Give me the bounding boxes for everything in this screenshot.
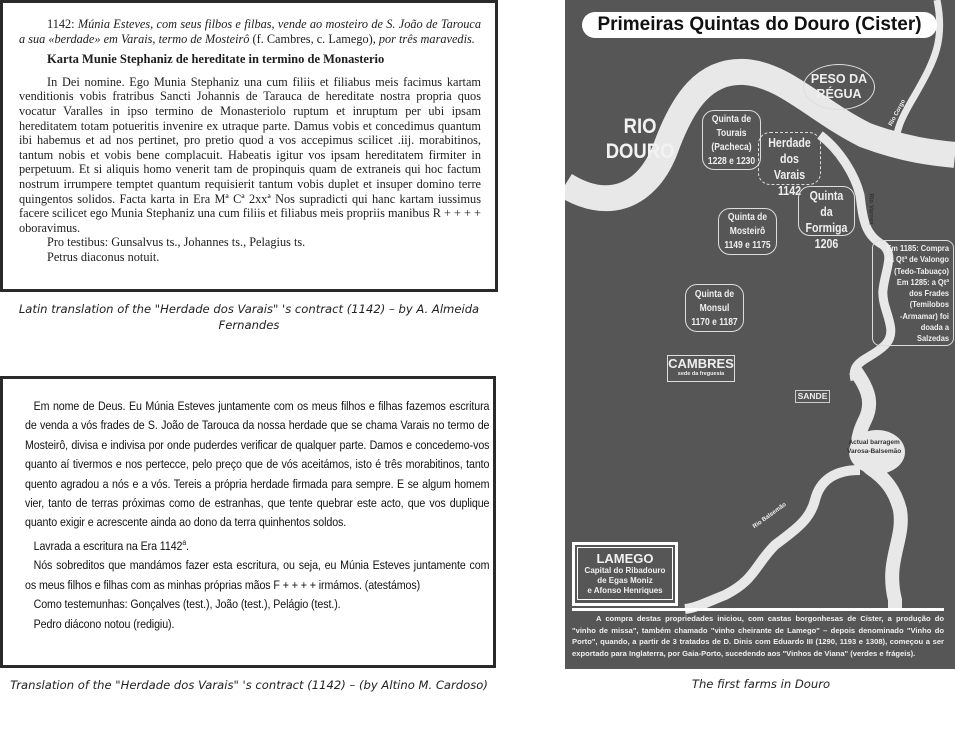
latin-heading-summary: Múnia Esteves, com seus filbos e filbas, vende ao mosteiro de S. João de Tarouca a sua «berdade» em Varais, termo de Mosteirô — [19, 17, 481, 46]
peso-line-2: RÉGUA — [816, 87, 862, 101]
rio-douro-line-1: RIO — [623, 115, 657, 138]
pt-paragraph-2 — [25, 533, 489, 557]
barragem-line-1: Actual barragem — [848, 439, 900, 446]
sande-label: SANDE — [795, 390, 830, 403]
pt-era-sup: a — [182, 537, 187, 547]
note-line-1: Em 1185: Compra — [886, 243, 949, 253]
rio-balsemao-label: Rio Balsemão — [752, 501, 788, 531]
monsul-line-2: Monsul — [699, 303, 730, 314]
latin-scribe: Petrus diaconus notuit. — [47, 249, 160, 264]
note-line-5: dos Frades — [909, 288, 949, 299]
latin-heading-number: 1142: — [47, 17, 75, 31]
latin-title: Karta Munie Stephaniz de hereditate in termino de Monasterio — [47, 52, 385, 67]
pt-paragraph-4: Como testemunhas: Gonçalves (test.), João (test.), Pelágio (test.). — [33, 597, 341, 612]
tourais-line-3: (Pacheca) — [711, 142, 752, 153]
lamego-name: LAMEGO — [596, 551, 654, 566]
map-footer-note — [572, 613, 944, 659]
latin-heading — [19, 17, 481, 46]
note-1185-valongo — [872, 240, 954, 346]
quinta-da-formiga — [798, 186, 855, 251]
map-caption: The first farms in Douro — [691, 677, 831, 691]
lamego-line-1: Capital do Ribadouro — [584, 566, 666, 575]
cambres-sub: sede da freguesia — [677, 371, 725, 377]
rio-corgo-label: Rio Corgo — [888, 98, 907, 128]
portuguese-caption: Translation of the "Herdade dos Varais" 's contract (1142) – (by Altino M. Cardoso) — [10, 678, 488, 692]
rio-douro-label — [606, 114, 675, 164]
mosteiro-line-2: Mosteirô — [729, 226, 766, 237]
pt-era-end: . — [186, 538, 190, 553]
lamego-line-3: e Afonso Henriques — [587, 586, 663, 595]
latin-text — [19, 17, 481, 265]
latin-document-scan — [0, 0, 498, 292]
quinta-de-mosteiro — [718, 208, 777, 255]
douro-map — [565, 0, 955, 669]
lamego-label — [577, 547, 673, 600]
formiga-line-1: Quinta da — [809, 189, 844, 219]
barragem-line-2: Varosa-Balsemão — [847, 448, 902, 455]
quinta-tourais — [702, 110, 761, 170]
latin-caption: Latin translation of the "Herdade dos Varais" 's contract (1142) – by A. Almeida Fernandes — [18, 302, 480, 332]
lamego-line-2: de Egas Moniz — [597, 576, 653, 585]
latin-heading-location: (f. Cambres, c. Lamego), — [252, 31, 376, 46]
peso-da-regua-label — [803, 64, 875, 110]
quinta-de-monsul — [685, 284, 744, 332]
portuguese-document — [0, 376, 496, 668]
map-footer-text: A compra destas propriedades iniciou, com castas borgonhesas de Cister, a produção do "vinho de missa", também chamado "vinho cheirante de Lamego" – depois denominado "Vinho do Porto", quando, a partir de 3 tratados de D. Dinis com Eduardo III (1290, 1193 e 1308), começou a ser exportado para Inglaterra, por Gaia-Porto, sucedendo aos "Vinhos de Viana" (verdes e frágeis). — [572, 614, 944, 658]
pt-paragraph-5: Pedro diácono notou (redigiu). — [33, 616, 175, 631]
pt-paragraph-1: Em nome de Deus. Eu Múnia Esteves juntamente com os meus filhos e filhas fazemos escritura de venda a vós frades de S. João de Tarouca da nossa herdade que se chama Varais no termo de Mosteirô, divisa e indivisa por onde puderdes verificar de qualquer parte. Damos e concedemo-vos quanto aí tivermos e nos pertecce, pelo preço que de vós aceitámos, isto é três morabitinos, tanto quento agradou a nós e a vós. Tereis a própria herdade firmada para sempre. E se algum homem vier, tanto de terras próximas como de estranhas, que tente quebrar este acto, que vos duplique quanto exigir e acrescente ainda ao dono da terra quinhentos soldos. — [25, 399, 490, 530]
note-line-8: doada a — [920, 322, 949, 333]
cambres-label — [667, 355, 735, 382]
latin-witnesses: Pro testibus: Gunsalvus ts., Johannes ts., Pelagius ts. — [47, 235, 306, 250]
mosteiro-line-3: 1149 e 1175 — [724, 240, 771, 251]
varais-line-3: 1142 — [777, 184, 802, 198]
mosteiro-line-1: Quinta de — [727, 212, 768, 223]
tourais-line-1: Quinta de — [711, 114, 752, 125]
herdade-dos-varais — [758, 132, 821, 198]
varais-line-1: Herdade — [768, 136, 811, 150]
monsul-line-3: 1170 e 1187 — [691, 317, 738, 328]
varais-line-2: dos Varais — [773, 152, 806, 182]
formiga-line-3: 1206 — [814, 237, 839, 251]
pt-paragraph-3: Nós sobreditos que mandámos fazer esta escritura, ou seja, eu Múnia Esteves juntamente com os meus filhos e filhas com as minhas próprias mãos F + + + + irmámos. (atestámos) — [25, 558, 490, 592]
monsul-line-1: Quinta de — [694, 289, 735, 300]
note-line-4: Em 1285: a Qtª — [896, 276, 949, 287]
cambres-name: CAMBRES — [668, 356, 734, 371]
note-line-7: -Armamar) foi — [900, 310, 949, 321]
river-balsemao — [685, 470, 860, 609]
map-title: Primeiras Quintas do Douro (Cister) — [582, 12, 937, 38]
map-divider — [572, 608, 944, 611]
barragem-label — [847, 438, 901, 456]
tourais-line-2: Tourais — [716, 128, 747, 139]
pt-era-text: Lavrada a escritura na Era 1142 — [33, 538, 183, 553]
portuguese-text — [25, 397, 489, 634]
note-line-6: (Temilobos — [909, 299, 949, 310]
note-line-3: (Tedo-Tabuaço) — [894, 265, 949, 276]
peso-line-1: PESO DA — [810, 72, 868, 86]
rio-varosa-label: Rio Varosa — [867, 193, 874, 225]
note-line-2: da Qtª de Valongo — [885, 254, 949, 265]
latin-body: In Dei nomine. Ego Munia Stephaniz una cum filiis et filiabus meis facimus kartam venditionis vobis fratribus Sancti Johannis de Tarauca de hereditate nostra propria quos vocatur Varalles in ipso termino de Monasteriolo ruptum et inruptum per ubi ipsam hereditatem totam potueritis invenire ex utraque parte. Damus vobis et concedimus quantum ibi habemus et ad nos pertinet, pro pretio quod a vos accepimus scilicet .iij. morabitinos, tantum nobis et vobis bene complacuit. Habeatis igitur vos ipsam hereditatem firmiter in perpetuum. Et si aliquis homo venerit tam de propinquis quam de extraneis qui hoc factum nostrum irrumpere temptet quantum requisierit tantum vobis duplet et insuper domino terre quingentos solidos. Facta karta in Era Mª Cª 2xxª Nos supradicti qui hanc kartam iussimus facere scilicet ego Munia Stephaniz una cum filiis et filiabus meis propriis manibus R + + + + oboravimus. — [19, 74, 481, 235]
river-reservoir — [855, 370, 901, 609]
latin-heading-price: por três maravedis. — [378, 31, 475, 46]
rio-douro-line-2: DOURO — [605, 140, 675, 163]
tourais-line-4: 1228 e 1230 — [707, 156, 756, 167]
formiga-line-2: Formiga — [805, 221, 848, 235]
note-line-9: Salzedas — [917, 333, 949, 344]
